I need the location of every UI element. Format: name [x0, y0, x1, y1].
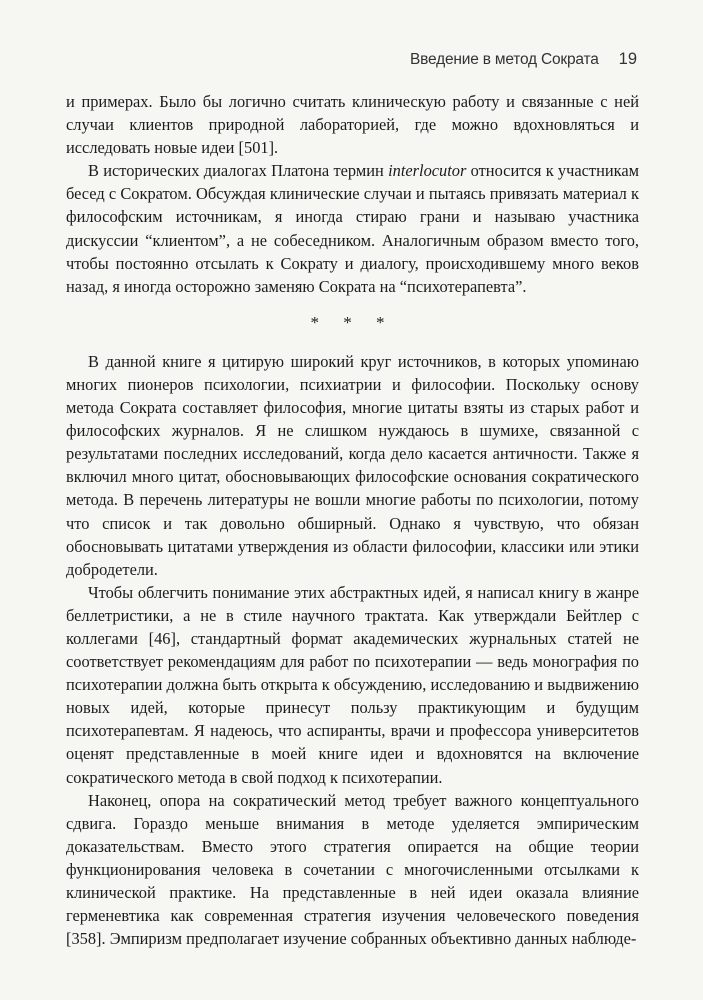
page-header — [66, 50, 637, 69]
paragraph-1: и примерах. Было бы логично считать клиническую работу и связанные с ней случаи клиентов природной лабораторией, где можно вдохновляться и исследовать новые идеи [501]. — [66, 92, 639, 158]
paragraph-4: Чтобы облегчить понимание этих абстрактных идей, я написал книгу в жанре беллетристики, а не в стиле научного трактата. Как утверждали Бейтлер с коллегами [46], стандартный формат академических журнальных статей не соответствует рекомендациям для работ по психотерапии — ведь монография по психотерапии должна быть открыта к обсуждению, исследованию и выдвижению новых идей, которые принесут пользу практикующим и будущим психотерапевтам. Я надеюсь, что аспиранты, врачи и профессора университетов оценят представленные в моей книге идеи и вдохновятся на включение сократического метода в свой подход к психотерапии. — [66, 582, 639, 787]
running-title: Введение в метод Сократа — [410, 51, 599, 68]
page-number: 19 — [618, 50, 637, 68]
paragraph-5: Наконец, опора на сократический метод требует важного концептуального сдвига. Гораздо меньше внимания в методе уделяется эмпирическим доказательствам. Вместо этого стратегия опирается на общие теории функционирования человека в сочетании с многочисленными отсылками к клинической практике. На представленные в ней идеи оказала влияние герменевтика как современная стратегия изучения человеческого поведения [358]. Эмпиризм предполагает изучение собранных объективно данных наблюде- — [66, 790, 639, 949]
page-body — [66, 90, 639, 950]
paragraph-2-rest: относится к участникам бесед с Сократом. Обсуждая клинические случаи и пытаясь привязать материал к философским источникам, я иногда стираю грани и называю участника дискуссии “клиентом”, а не собеседником. Аналогичным образом вместо того, чтобы постоянно отсылать к Сократу и диалогу, происходившему много веков назад, я иногда осторожно заменяю Сократа на “психотерапевта”. — [66, 161, 639, 296]
section-separator: * * * — [310, 312, 395, 332]
paragraph-3: В данной книге я цитирую широкий круг источников, в которых упоминаю многих пионеров психологии, психиатрии и философии. Поскольку основу метода Сократа составляет философия, многие цитаты взяты из старых работ и философских журналов. Я не слишком нуждаюсь в шумихе, связанной с результатами последних исследований, когда дело касается античности. Также я включил много цитат, обосновывающих философские основания сократического метода. В перечень литературы не вошли многие работы по психологии, потому что список и так довольно обширный. Однако я чувствую, что обязан обосновывать цитатами утверждения из области философии, классики или этики добродетели. — [66, 351, 639, 579]
italic-term: interlocutor — [388, 161, 467, 181]
paragraph-2-start: В исторических диалогах Платона термин — [88, 161, 389, 181]
paragraph-2 — [66, 159, 639, 298]
